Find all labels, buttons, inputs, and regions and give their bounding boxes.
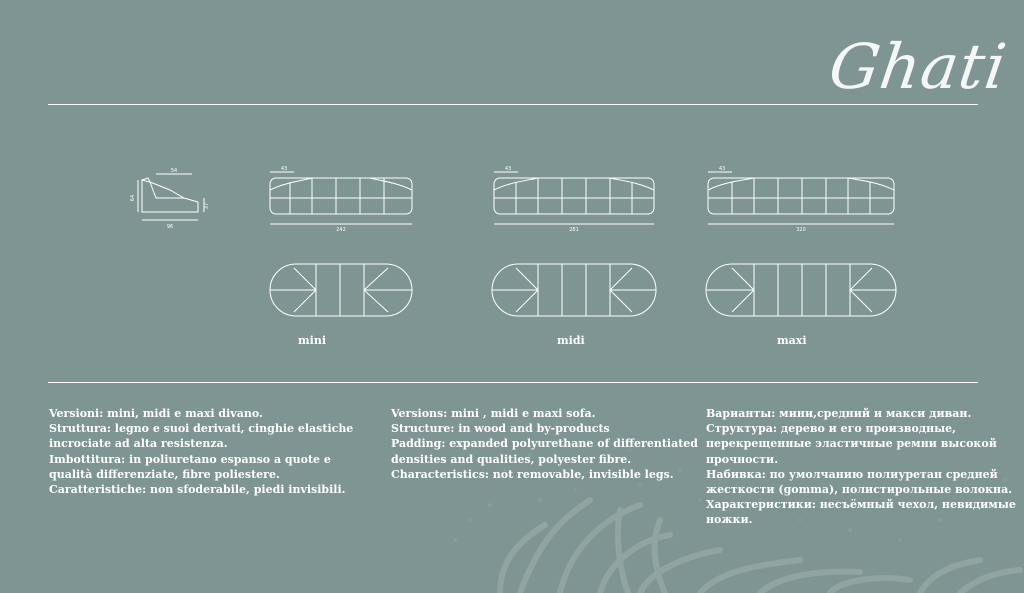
- russian-line: Характеристики: несъёмный чехол, невидимые: [706, 498, 1016, 512]
- italian-line: Imbottitura: in poliuretano espanso a quote e: [49, 452, 331, 466]
- russian-description: [706, 406, 1016, 528]
- maxi-front-drawing: [704, 164, 898, 232]
- russian-line: Варианты: мини,средний и макси диван.: [706, 407, 972, 420]
- italian-line: Versioni: mini, midi e maxi divano.: [49, 407, 263, 420]
- english-line: Versions: mini , midi e maxi sofa.: [391, 407, 596, 420]
- midi-arm-label: 43: [504, 166, 512, 172]
- italian-line: Struttura: legno e suoi derivati, cinghie elastiche: [49, 422, 354, 436]
- english-line: Structure: in wood and by-products: [391, 422, 610, 436]
- section-divider: [48, 382, 978, 383]
- italian-line: qualità differenziate, fibre poliestere.: [49, 467, 280, 481]
- mini-arm-label: 43: [280, 166, 288, 172]
- side-width-label: 96: [166, 224, 174, 230]
- header-divider: [48, 104, 978, 105]
- italian-line: incrociate ad alta resistenza.: [49, 437, 228, 451]
- english-line: Padding: expanded polyurethane of differentiated: [391, 437, 698, 451]
- russian-line: жесткости (gomma), полистирольные волокна.: [706, 483, 1013, 497]
- maxi-length-label: 320: [796, 227, 806, 232]
- side-height-label: 64: [130, 194, 136, 202]
- maxi-top-drawing: [704, 262, 898, 318]
- version-label-midi: midi: [557, 334, 585, 347]
- side-view-drawing: [126, 162, 210, 234]
- side-seat-label: 37: [204, 202, 210, 210]
- russian-line: Набивка: по умолчанию полиуретан средней: [706, 467, 998, 481]
- italian-line: Caratteristiche: non sfoderabile, piedi invisibili.: [49, 483, 346, 497]
- english-description: [391, 406, 698, 482]
- midi-front-drawing: [490, 164, 658, 232]
- mini-front-drawing: [266, 164, 416, 232]
- russian-line: перекрещенные эластичные ремни высокой: [706, 437, 997, 451]
- russian-line: прочности.: [706, 452, 779, 466]
- maxi-arm-label: 43: [718, 166, 726, 172]
- english-line: densities and qualities, polyester fibre.: [391, 452, 632, 466]
- midi-top-drawing: [490, 262, 658, 318]
- russian-line: Структура: дерево и его производные,: [706, 422, 957, 436]
- russian-line: ножки.: [706, 513, 753, 527]
- mini-top-drawing: [268, 262, 414, 318]
- brand-logo: Ghati: [824, 30, 1012, 103]
- english-line: Characteristics: not removable, invisible legs.: [391, 467, 674, 481]
- midi-length-label: 281: [569, 227, 579, 232]
- version-label-mini: mini: [298, 334, 326, 347]
- version-label-maxi: maxi: [777, 334, 807, 347]
- italian-description: [49, 406, 353, 497]
- mini-length-label: 242: [336, 227, 346, 232]
- side-depth-label: 54: [170, 168, 178, 174]
